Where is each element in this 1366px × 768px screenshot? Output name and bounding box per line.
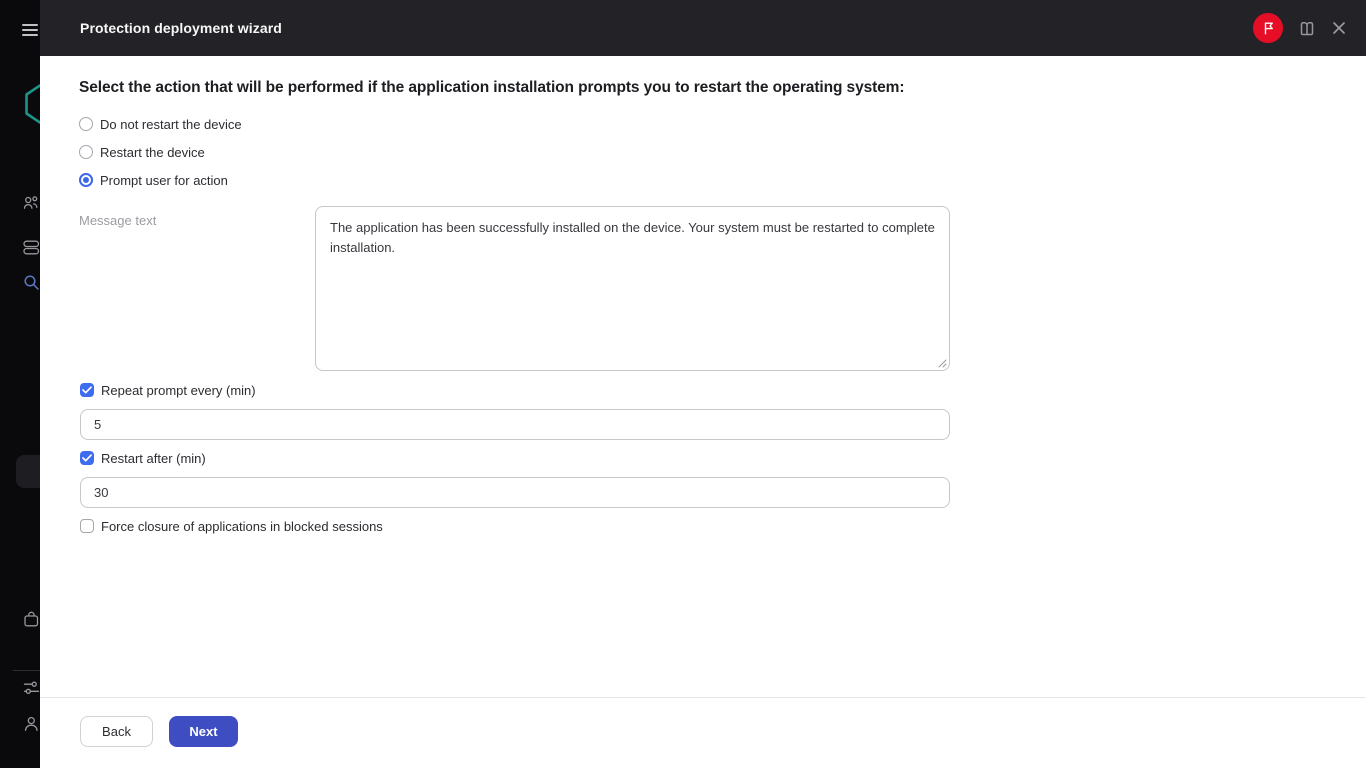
wizard-header bbox=[40, 0, 1366, 56]
logo-hexagon bbox=[25, 84, 40, 124]
checkbox-checked-icon[interactable] bbox=[80, 383, 94, 397]
radio-restart-device[interactable]: Restart the device bbox=[79, 138, 242, 166]
message-text-label: Message text bbox=[79, 213, 157, 228]
next-button[interactable]: Next bbox=[169, 716, 238, 747]
page-title: Protection deployment wizard bbox=[80, 20, 282, 36]
bag-icon[interactable] bbox=[23, 611, 40, 628]
repeat-prompt-checkbox-row[interactable]: Repeat prompt every (min) bbox=[80, 382, 256, 398]
message-text-input[interactable] bbox=[315, 206, 950, 371]
help-book-button[interactable] bbox=[1298, 20, 1316, 37]
force-closure-checkbox-row[interactable]: Force closure of applications in blocked sessions bbox=[80, 518, 383, 534]
sidebar bbox=[0, 0, 40, 768]
flag-notification-button[interactable] bbox=[1253, 13, 1283, 43]
book-icon bbox=[1298, 20, 1316, 37]
wizard-content bbox=[40, 56, 1366, 768]
step-heading: Select the action that will be performed if the application installation prompts you to restart the operating system: bbox=[79, 79, 905, 96]
close-icon bbox=[1331, 20, 1347, 36]
account-icon[interactable] bbox=[23, 716, 40, 732]
message-text-field-wrap bbox=[315, 206, 950, 371]
radio-prompt-user[interactable]: Prompt user for action bbox=[79, 166, 242, 194]
sidebar-selected-item[interactable] bbox=[16, 455, 40, 488]
footer-divider bbox=[40, 697, 1366, 698]
radio-circle-icon[interactable] bbox=[79, 145, 93, 159]
back-button[interactable]: Back bbox=[80, 716, 153, 747]
restart-action-radio-group bbox=[79, 110, 242, 194]
header-actions bbox=[1253, 0, 1347, 56]
flow-settings-icon[interactable] bbox=[23, 680, 40, 696]
restart-after-checkbox-row[interactable]: Restart after (min) bbox=[80, 450, 206, 466]
users-icon[interactable] bbox=[23, 195, 40, 211]
sidebar-divider bbox=[13, 670, 40, 671]
checkbox-checked-icon[interactable] bbox=[80, 451, 94, 465]
radio-circle-icon[interactable] bbox=[79, 117, 93, 131]
restart-after-minutes-input[interactable] bbox=[80, 477, 950, 508]
radio-selected-icon[interactable] bbox=[79, 173, 93, 187]
menu-icon[interactable] bbox=[22, 24, 38, 36]
flag-icon bbox=[1260, 20, 1276, 36]
servers-icon[interactable] bbox=[23, 240, 40, 255]
checkbox-unchecked-icon[interactable] bbox=[80, 519, 94, 533]
search-icon[interactable] bbox=[23, 274, 40, 291]
close-button[interactable] bbox=[1331, 20, 1347, 36]
radio-do-not-restart[interactable]: Do not restart the device bbox=[79, 110, 242, 138]
repeat-prompt-minutes-input[interactable] bbox=[80, 409, 950, 440]
